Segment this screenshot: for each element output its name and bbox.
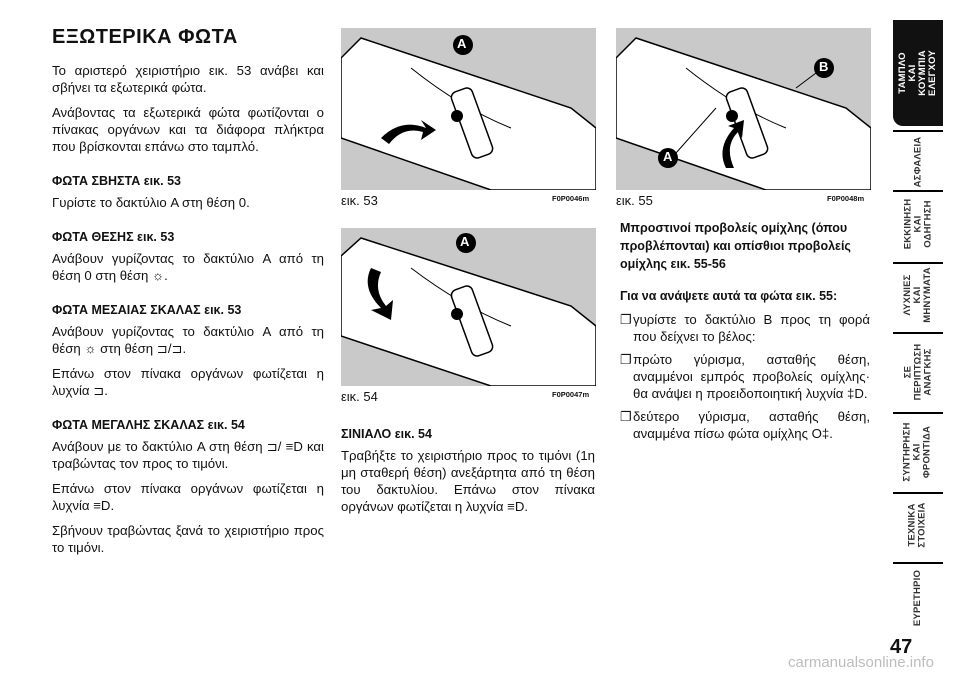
right-column <box>620 219 870 442</box>
list-item-text: πρώτο γύρισμα, ασταθής θέση, αναμμένοι εμπρός προβολείς ομίχλης· θα ανάψει η προειδοποιητική λυχνία ‡D. <box>633 352 870 401</box>
lights-off-heading: ΦΩΤΑ ΣΒΗΣΤΑ εικ. 53 <box>52 174 181 188</box>
figure-55-label-b: B <box>819 59 829 74</box>
list-item <box>620 311 870 345</box>
middle-column <box>341 426 595 515</box>
checkbox-bullet-icon: ❐ <box>620 409 632 424</box>
fog-lights-subheading: Για να ανάψετε αυτά τα φώτα εικ. 55: <box>620 289 838 303</box>
list-item-text: γυρίστε το δακτύλιο B προς τη φορά που δείχνει το βέλος: <box>633 312 870 344</box>
section-tabs <box>893 0 943 640</box>
low-beam-text-2: Επάνω στον πίνακα οργάνων φωτίζεται η λυχνία ⊐. <box>52 366 324 398</box>
tab-index[interactable] <box>893 566 943 630</box>
tab-label: ΕΥΡΕΤΗΡΙΟ <box>912 569 923 627</box>
tab-divider <box>893 492 943 494</box>
lights-off-text: Γυρίστε το δακτύλιο A στη θέση 0. <box>52 195 250 210</box>
tab-divider <box>893 562 943 564</box>
low-beam-text-1: Ανάβουν γυρίζοντας το δακτύλιο A από τη θέση ☼ στη θέση ⊐/⊐. <box>52 324 324 356</box>
figure-53-caption: εικ. 53 <box>341 193 378 208</box>
tab-starting-driving[interactable] <box>893 193 943 255</box>
turn-signal-heading: ΣΙΝΙΑΛΟ εικ. 54 <box>341 427 432 441</box>
tab-label: ΣΥΝΤΗΡΗΣΗ ΚΑΙ ΦΡΟΝΤΙΔΑ <box>902 422 933 482</box>
tab-label: ΛΥΧΝΙΕΣ ΚΑΙ ΜΗΝΥΜΑΤΑ <box>902 267 934 323</box>
figure-53-code: F0P0046m <box>552 194 590 203</box>
figure-53-label-a: A <box>457 36 467 51</box>
figure-53-illustration <box>341 28 596 190</box>
position-lights-text: Ανάβουν γυρίζοντας το δακτύλιο A από τη θέση 0 στη θέση ☼. <box>52 251 324 283</box>
figure-54-label-a: A <box>460 234 470 249</box>
list-item-text: δεύτερο γύρισμα, ασταθής θέση, αναμμένα πίσω φώτα ομίχλης O‡. <box>633 409 870 441</box>
high-beam-text-1: Ανάβουν με το δακτύλιο A στη θέση ⊐/ ≡D και τραβώντας τον προς το τιμόνι. <box>52 439 324 471</box>
fog-lights-heading: Μπροστινοί προβολείς ομίχλης (όπου προβλέπονται) και οπίσθιοι προβολείς ομίχλης εικ. 55-56 <box>620 221 851 271</box>
tab-divider <box>893 190 943 192</box>
figure-54-code: F0P0047m <box>552 390 590 399</box>
intro-paragraph-2: Ανάβοντας τα εξωτερικά φώτα φωτίζονται ο πίνακας οργάνων και τα διάφορα πλήκτρα που βρίσκονται επάνω στο ταμπλό. <box>52 105 324 154</box>
low-beam-heading: ΦΩΤΑ ΜΕΣΑΙΑΣ ΣΚΑΛΑΣ εικ. 53 <box>52 303 242 317</box>
tab-label: ΑΣΦΑΛΕΙΑ <box>912 136 923 188</box>
figure-55-caption: εικ. 55 <box>616 193 653 208</box>
turn-signal-text: Τραβήξτε το χειριστήριο προς το τιμόνι (1η μη σταθερή θέση) ανεξάρτητα από τη θέση του δακτυλίου. Επάνω στον πίνακα οργάνων φωτίζεται η λυχνία ≡D. <box>341 448 595 514</box>
tab-safety[interactable] <box>893 133 943 191</box>
tab-label: ΣΕ ΠΕΡΙΠΤΩΣΗ ΑΝΑΓΚΗΣ <box>902 343 934 401</box>
position-lights-heading: ΦΩΤΑ ΘΕΣΗΣ εικ. 53 <box>52 230 175 244</box>
page-title: ΕΞΩΤΕΡΙΚΑ ΦΩΤΑ <box>52 26 238 48</box>
high-beam-text-3: Σβήνουν τραβώντας ξανά το χειριστήριο προς το τιμόνι. <box>52 523 324 555</box>
list-item <box>620 408 870 442</box>
high-beam-heading: ΦΩΤΑ ΜΕΓΑΛΗΣ ΣΚΑΛΑΣ εικ. 54 <box>52 418 245 432</box>
checkbox-bullet-icon: ❐ <box>620 312 632 327</box>
tab-emergency[interactable] <box>893 336 943 408</box>
tab-maintenance[interactable] <box>893 416 943 488</box>
figure-55-code: F0P0048m <box>827 194 865 203</box>
checkbox-bullet-icon: ❐ <box>620 352 632 367</box>
tab-label: ΤΑΜΠΛΟ ΚΑΙ ΚΟΥΜΠΙΑ ΕΛΕΓΧΟΥ <box>897 50 938 96</box>
tab-divider <box>893 412 943 414</box>
left-column <box>52 26 324 564</box>
tab-divider <box>893 262 943 264</box>
intro-paragraph-1: Το αριστερό χειριστήριο εικ. 53 ανάβει και σβήνει τα εξωτερικά φώτα. <box>52 63 324 95</box>
tab-divider <box>893 332 943 334</box>
watermark: carmanualsonline.info <box>788 654 934 671</box>
high-beam-text-2: Επάνω στον πίνακα οργάνων φωτίζεται η λυχνία ≡D. <box>52 481 324 513</box>
tab-technical-data[interactable] <box>893 496 943 554</box>
figure-55-label-a: A <box>663 149 673 164</box>
tab-label: ΤΕΧΝΙΚΑ ΣΤΟΙΧΕΙΑ <box>906 502 928 548</box>
tab-warning-lights[interactable] <box>893 266 943 324</box>
tab-divider <box>893 130 943 132</box>
figure-54-caption: εικ. 54 <box>341 389 378 404</box>
list-item <box>620 351 870 402</box>
figure-54-illustration <box>341 228 596 386</box>
page-number: 47 <box>890 636 913 658</box>
tab-label: ΕΚΚΙΝΗΣΗ ΚΑΙ ΟΔΗΓΗΣΗ <box>902 198 933 250</box>
figure-55-illustration <box>616 28 871 190</box>
tab-dashboard-controls[interactable] <box>893 20 943 126</box>
